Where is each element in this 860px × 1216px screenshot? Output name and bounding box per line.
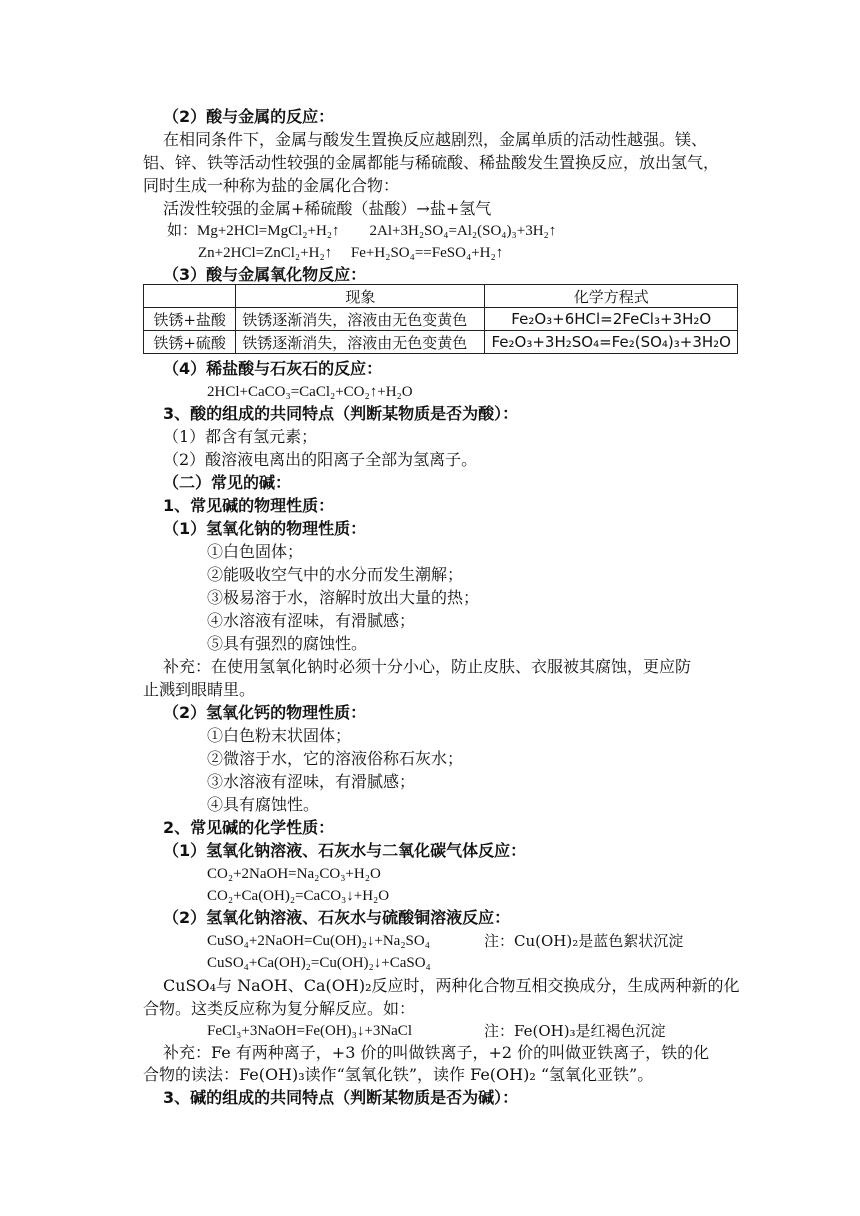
- text-line: ②微溶于水，它的溶液俗称石灰水；: [207, 749, 464, 768]
- text-line: 合物。这类反应称为复分解反应。如：: [143, 999, 416, 1018]
- text-line: ②能吸收空气中的水分而发生潮解；: [207, 565, 464, 584]
- text-line: 如：Mg+2HCl=MgCl₂+H₂↑ 2Al+3H₂SO₄=Al₂(SO₄)₃+3H₂↑: [167, 223, 557, 239]
- text-line: ③水溶液有涩味，有滑腻感；: [207, 772, 416, 791]
- text-line: （2）氢氧化钙的物理性质：: [163, 703, 367, 722]
- text-line: 在相同条件下，金属与酸发生置换反应越剧烈，金属单质的活动性越强。镁、: [163, 130, 708, 149]
- table-cell: Fe₂O₃+6HCl=2FeCl₃+3H₂O: [485, 308, 738, 331]
- table-header-cell: 现象: [236, 285, 485, 308]
- text-line: 合物的读法：Fe(OH)₃读作“氢氧化铁”，读作 Fe(OH)₂ “氢氧化亚铁”。: [143, 1065, 654, 1084]
- table-cell: Fe₂O₃+3H₂SO₄=Fe₂(SO₄)₃+3H₂O: [485, 331, 738, 354]
- text-line: ④具有腐蚀性。: [207, 795, 320, 814]
- text-line: （二）常见的碱：: [163, 473, 292, 492]
- text-line: ①白色固体；: [207, 542, 304, 561]
- table-header-cell: [144, 285, 236, 308]
- text-line: 止溅到眼睛里。: [143, 680, 256, 699]
- text-line: （2）酸溶液电离出的阳离子全部为氢离子。: [163, 450, 478, 469]
- table-header-row: [144, 285, 738, 308]
- text-line: 活泼性较强的金属+稀硫酸（盐酸）→盐+氢气: [163, 199, 492, 218]
- text-line: FeCl₃+3NaOH=Fe(OH)₃↓+3NaCl: [207, 1023, 412, 1039]
- text-line: 补充：Fe 有两种离子，+3 价的叫做铁离子，+2 价的叫做亚铁离子，铁的化: [163, 1043, 710, 1062]
- text-line: 2、常见碱的化学性质：: [163, 818, 335, 837]
- text-line: 1、常见碱的物理性质：: [163, 496, 335, 515]
- table-cell: 铁锈+硫酸: [144, 331, 236, 354]
- table-row: [144, 331, 738, 354]
- formula-note: 注：Cu(OH)₂是蓝色絮状沉淀: [484, 932, 684, 950]
- table-cell: 铁锈逐渐消失，溶液由无色变黄色: [236, 331, 485, 354]
- text-line: CuSO₄+2NaOH=Cu(OH)₂↓+Na₂SO₄: [207, 933, 430, 949]
- text-line: Zn+2HCl=ZnCl₂+H₂↑ Fe+H₂SO₄==FeSO₄+H₂↑: [198, 245, 504, 261]
- text-line: （3）酸与金属氧化物反应：: [163, 265, 367, 284]
- text-line: ⑤具有强烈的腐蚀性。: [207, 634, 368, 653]
- text-line: CO₂+Ca(OH)₂=CaCO₃↓+H₂O: [207, 888, 390, 904]
- text-line: ③极易溶于水，溶解时放出大量的热；: [207, 588, 480, 607]
- text-line: 补充：在使用氢氧化钠时必须十分小心，防止皮肤、衣服被其腐蚀，更应防: [163, 657, 692, 676]
- text-line: 铝、锌、铁等活动性较强的金属都能与稀硫酸、稀盐酸发生置换反应，放出氢气，: [143, 153, 720, 172]
- table-cell: 铁锈+盐酸: [144, 308, 236, 331]
- text-line: （4）稀盐酸与石灰石的反应：: [163, 359, 383, 378]
- text-line: CuSO₄与 NaOH、Ca(OH)₂反应时，两种化合物互相交换成分，生成两种新的化: [163, 976, 740, 995]
- text-line: 同时生成一种称为盐的金属化合物：: [143, 176, 400, 195]
- text-line: CuSO₄+Ca(OH)₂=Cu(OH)₂↓+CaSO₄: [207, 955, 431, 971]
- text-line: ①白色粉末状固体；: [207, 726, 352, 745]
- table-cell: 铁锈逐渐消失，溶液由无色变黄色: [236, 308, 485, 331]
- text-line: （1）氢氧化钠溶液、石灰水与二氧化碳气体反应：: [163, 841, 527, 860]
- text-line: 2HCl+CaCO₃=CaCl₂+CO₂↑+H₂O: [207, 384, 413, 400]
- text-line: （2）氢氧化钠溶液、石灰水与硫酸铜溶液反应：: [163, 908, 511, 927]
- text-line: CO₂+2NaOH=Na₂CO₃+H₂O: [207, 866, 381, 882]
- text-line: （1）氢氧化钠的物理性质：: [163, 519, 367, 538]
- text-line: 3、碱的组成的共同特点（判断某物质是否为碱）：: [163, 1088, 519, 1107]
- table-header-cell: 化学方程式: [485, 285, 738, 308]
- text-line: ④水溶液有涩味，有滑腻感；: [207, 611, 416, 630]
- text-line: （2）酸与金属的反应：: [163, 107, 335, 126]
- formula-note: 注：Fe(OH)₃是红褐色沉淀: [484, 1022, 666, 1040]
- table-row: [144, 308, 738, 331]
- text-line: （1）都含有氢元素；: [163, 427, 318, 446]
- acid-metal-oxide-table: [143, 284, 738, 354]
- text-line: 3、酸的组成的共同特点（判断某物质是否为酸）：: [163, 404, 519, 423]
